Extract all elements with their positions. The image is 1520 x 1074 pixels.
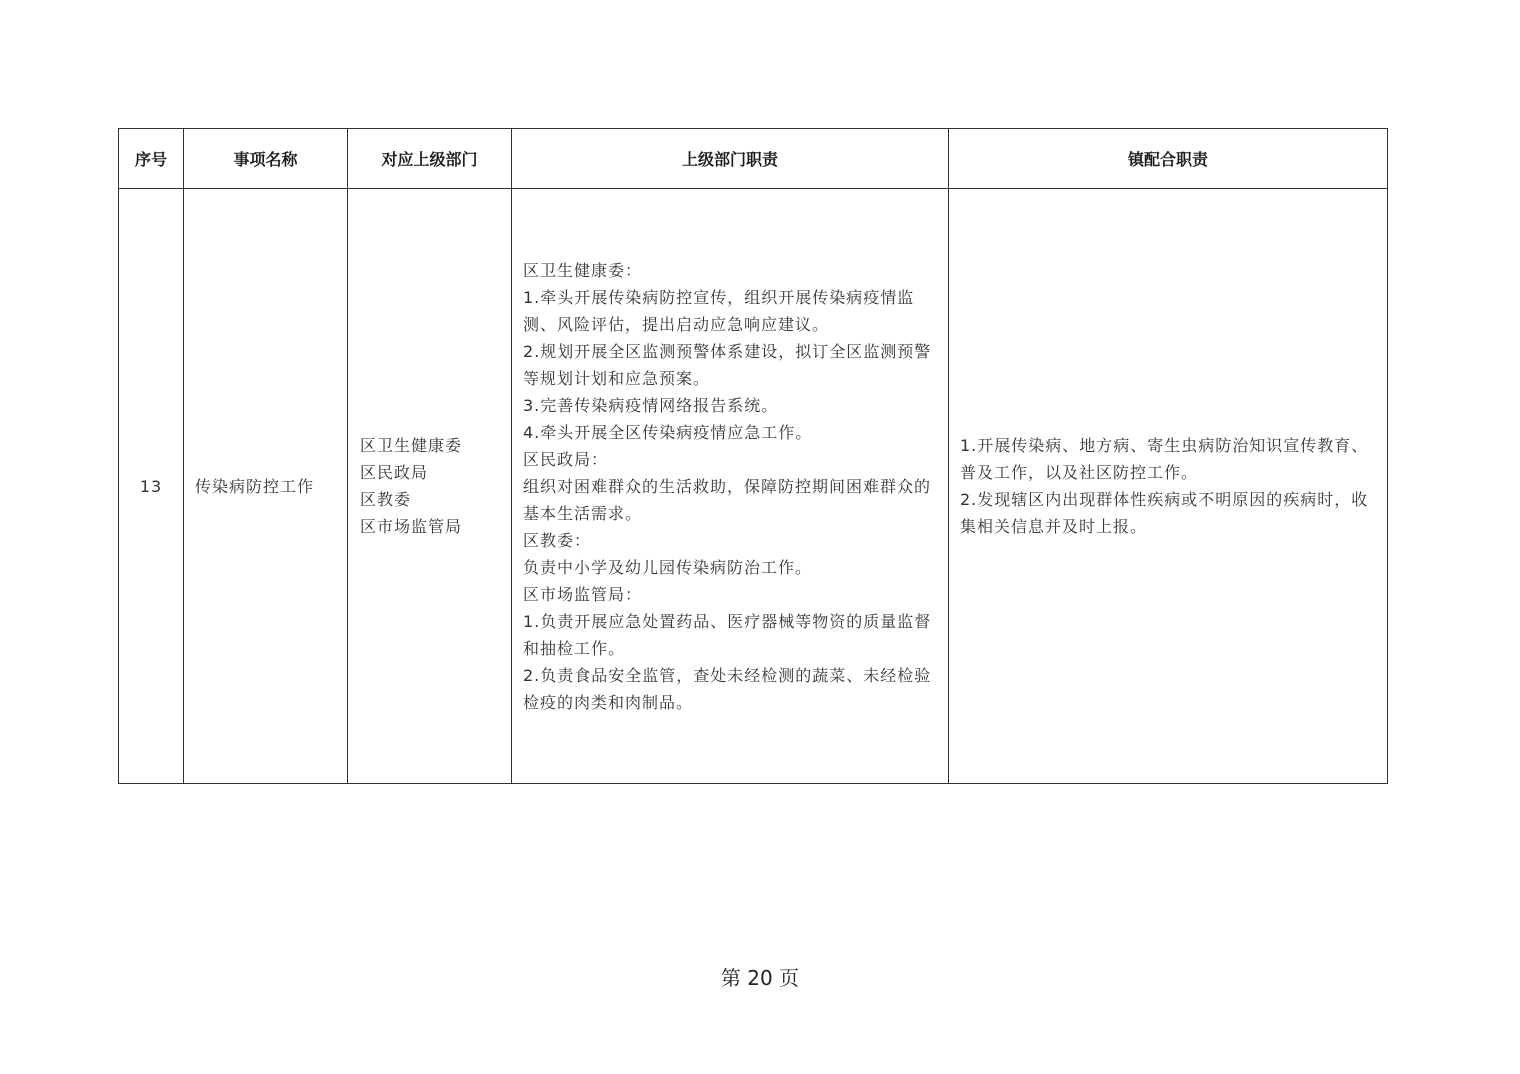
duty-line: 3.完善传染病疫情网络报告系统。	[523, 395, 779, 415]
duty-line: 2.负责食品安全监管，查处未经检测的蔬菜、未经检验检疫的肉类和肉制品。	[523, 665, 932, 712]
duty-line: 区教委：	[523, 530, 592, 550]
duty-line: 区卫生健康委：	[523, 260, 643, 280]
header-town-duty: 镇配合职责	[949, 129, 1388, 189]
duty-line: 负责中小学及幼儿园传染病防治工作。	[523, 557, 813, 577]
page-number: 第 20 页	[720, 966, 800, 990]
header-item-name: 事项名称	[184, 129, 348, 189]
department-duty-text	[512, 189, 949, 784]
duty-line: 区民政局：	[523, 449, 609, 469]
department-item: 区教委	[360, 490, 412, 509]
duty-line: 4.牵头开展全区传染病疫情应急工作。	[523, 422, 813, 442]
town-duty-line: 2.发现辖区内出现群体性疾病或不明原因的疾病时，收集相关信息并及时上报。	[960, 490, 1369, 536]
item-name: 传染病防控工作	[184, 189, 348, 784]
duty-table	[118, 128, 1388, 784]
header-department-duty: 上级部门职责	[512, 129, 949, 189]
table-header-row	[119, 129, 1388, 189]
duty-line: 2.规划开展全区监测预警体系建设，拟订全区监测预警等规划计划和应急预案。	[523, 341, 932, 388]
duty-line: 组织对困难群众的生活救助，保障防控期间困难群众的基本生活需求。	[523, 476, 932, 523]
header-no: 序号	[119, 129, 184, 189]
department-list	[348, 189, 512, 784]
table-row	[119, 189, 1388, 784]
town-duty-text	[949, 189, 1388, 784]
department-item: 区民政局	[360, 463, 429, 482]
header-department: 对应上级部门	[348, 129, 512, 189]
duty-line: 区市场监管局：	[523, 584, 643, 604]
duty-line: 1.负责开展应急处置药品、医疗器械等物资的质量监督和抽检工作。	[523, 611, 932, 658]
department-item: 区卫生健康委	[360, 436, 463, 455]
duty-line: 1.牵头开展传染病防控宣传，组织开展传染病疫情监测、风险评估，提出启动应急响应建议。	[523, 287, 915, 334]
town-duty-line: 1.开展传染病、地方病、寄生虫病防治知识宣传教育、普及工作，以及社区防控工作。	[960, 436, 1369, 482]
row-number: 13	[119, 189, 184, 784]
department-item: 区市场监管局	[360, 517, 463, 536]
